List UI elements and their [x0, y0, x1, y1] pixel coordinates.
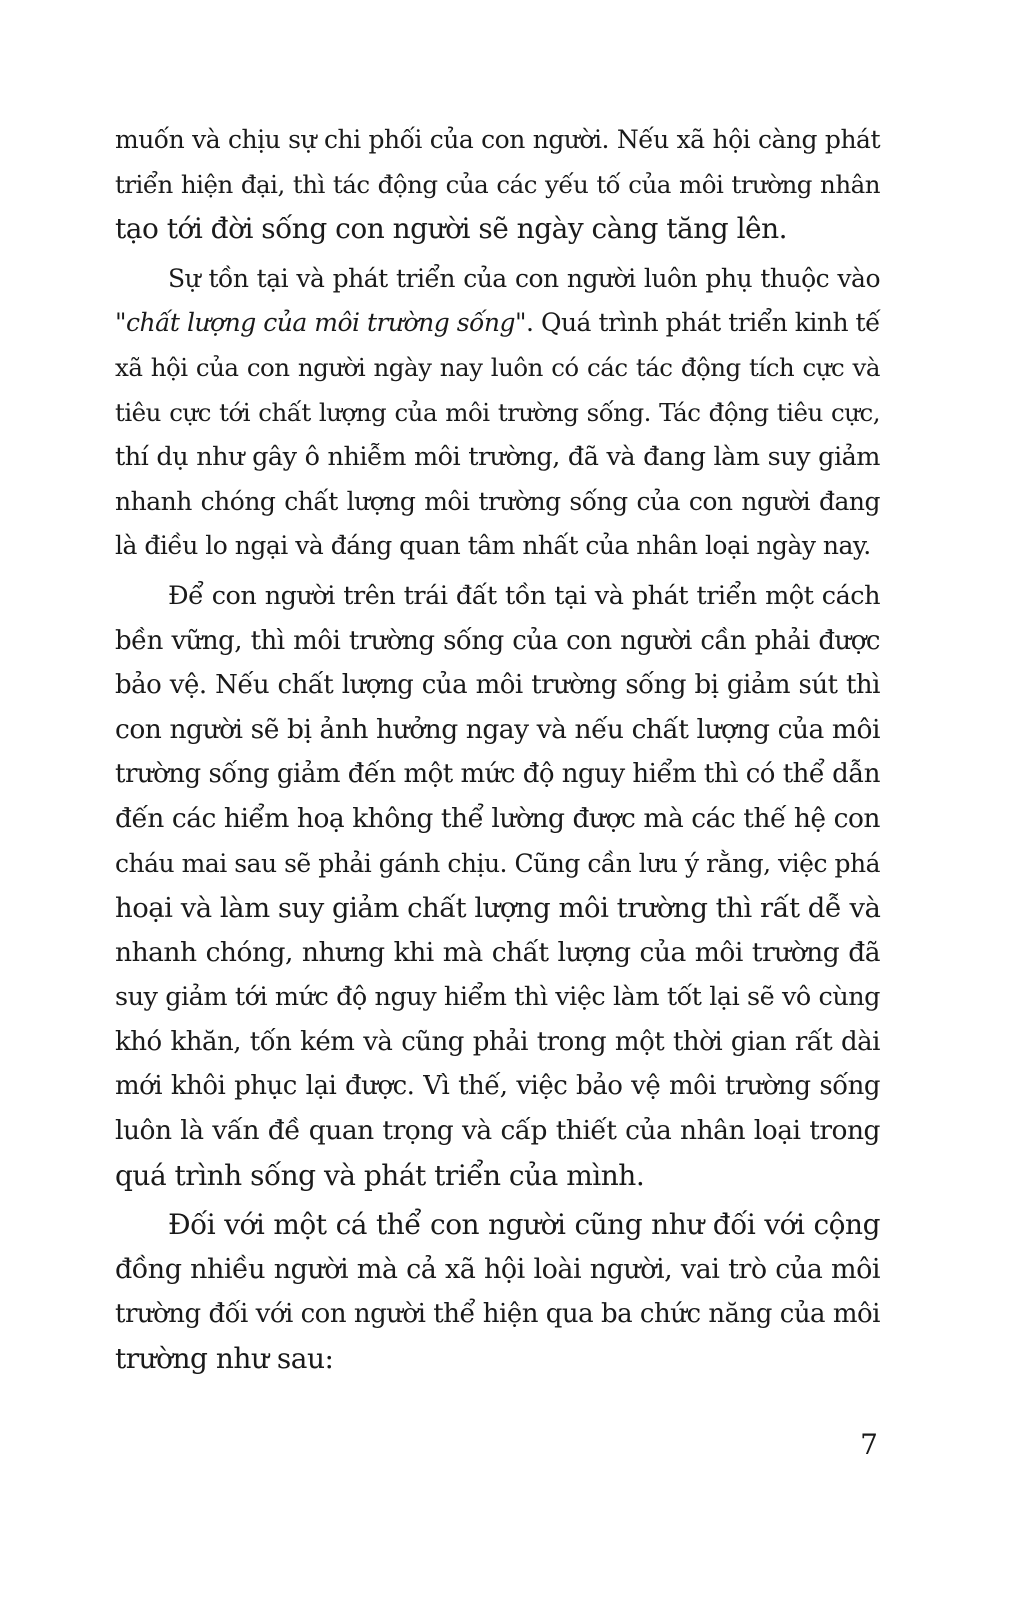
text-line: trường sống giảm đến một mức độ nguy hiểm thì có thể dẫn [115, 759, 880, 790]
paragraph [115, 574, 880, 1198]
text-line: tiêu cực tới chất lượng của môi trường sống. Tác động tiêu cực, [115, 397, 880, 427]
text-line: đồng nhiều người mà cả xã hội loài người, vai trò của môi [115, 1253, 880, 1285]
text-line: mới khôi phục lại được. Vì thế, việc bảo vệ môi trường sống [115, 1071, 880, 1102]
text-line: nhanh chóng, nhưng khi mà chất lượng của môi trường đã [115, 936, 880, 968]
text-line: luôn là vấn đề quan trọng và cấp thiết của nhân loại trong [115, 1115, 880, 1147]
page-body [115, 118, 880, 1382]
text-line: triển hiện đại, thì tác động của các yếu tố của môi trường nhân [115, 169, 880, 199]
text-line: xã hội của con người ngày nay luôn có các tác động tích cực và [115, 352, 880, 382]
paragraph [115, 1203, 880, 1381]
text-line: đến các hiểm hoạ không thể lường được mà các thế hệ con [115, 802, 880, 834]
text-line: là điều lo ngại và đáng quan tâm nhất của nhân loại ngày nay. [115, 531, 871, 561]
text-line: Đối với một cá thể con người cũng như đối với cộng [168, 1208, 880, 1242]
paragraph [115, 257, 880, 569]
text-line: trường đối với con người thể hiện qua ba chức năng của môi [115, 1299, 880, 1330]
text-line: quá trình sống và phát triển của mình. [115, 1158, 645, 1192]
text-line: tạo tới đời sống con người sẽ ngày càng tăng lên. [115, 212, 788, 246]
text-line: Sự tồn tại và phát triển của con người luôn phụ thuộc vào [168, 263, 880, 293]
text-line: con người sẽ bị ảnh hưởng ngay và nếu chất lượng của môi [115, 713, 880, 745]
paragraph [115, 118, 880, 252]
text-line: khó khăn, tốn kém và cũng phải trong một thời gian rất dài [115, 1026, 880, 1057]
text-line: hoại và làm suy giảm chất lượng môi trường thì rất dễ và [115, 892, 881, 925]
text-line: trường như sau: [115, 1342, 334, 1376]
text-line: bền vững, thì môi trường sống của con người cần phải được [115, 625, 880, 656]
text-line-with-italic: "chất lượng của môi trường sống". Quá trình phát triển kinh tế [115, 308, 880, 338]
text-line: nhanh chóng chất lượng môi trường sống của con người đang [115, 486, 880, 516]
text-line: Để con người trên trái đất tồn tại và phát triển một cách [168, 580, 880, 611]
text-line: muốn và chịu sự chi phối của con người. Nếu xã hội càng phát [115, 125, 880, 154]
text-line: suy giảm tới mức độ nguy hiểm thì việc làm tốt lại sẽ vô cùng [115, 982, 880, 1013]
page-number: 7 [860, 1428, 878, 1461]
text-line: bảo vệ. Nếu chất lượng của môi trường sống bị giảm sút thì [115, 670, 880, 701]
text-line: thí dụ như gây ô nhiễm môi trường, đã và đang làm suy giảm [115, 442, 880, 473]
italic-phrase: "chất lượng của môi trường sống" [115, 308, 526, 338]
text-line: cháu mai sau sẽ phải gánh chịu. Cũng cần lưu ý rằng, việc phá [115, 848, 880, 878]
